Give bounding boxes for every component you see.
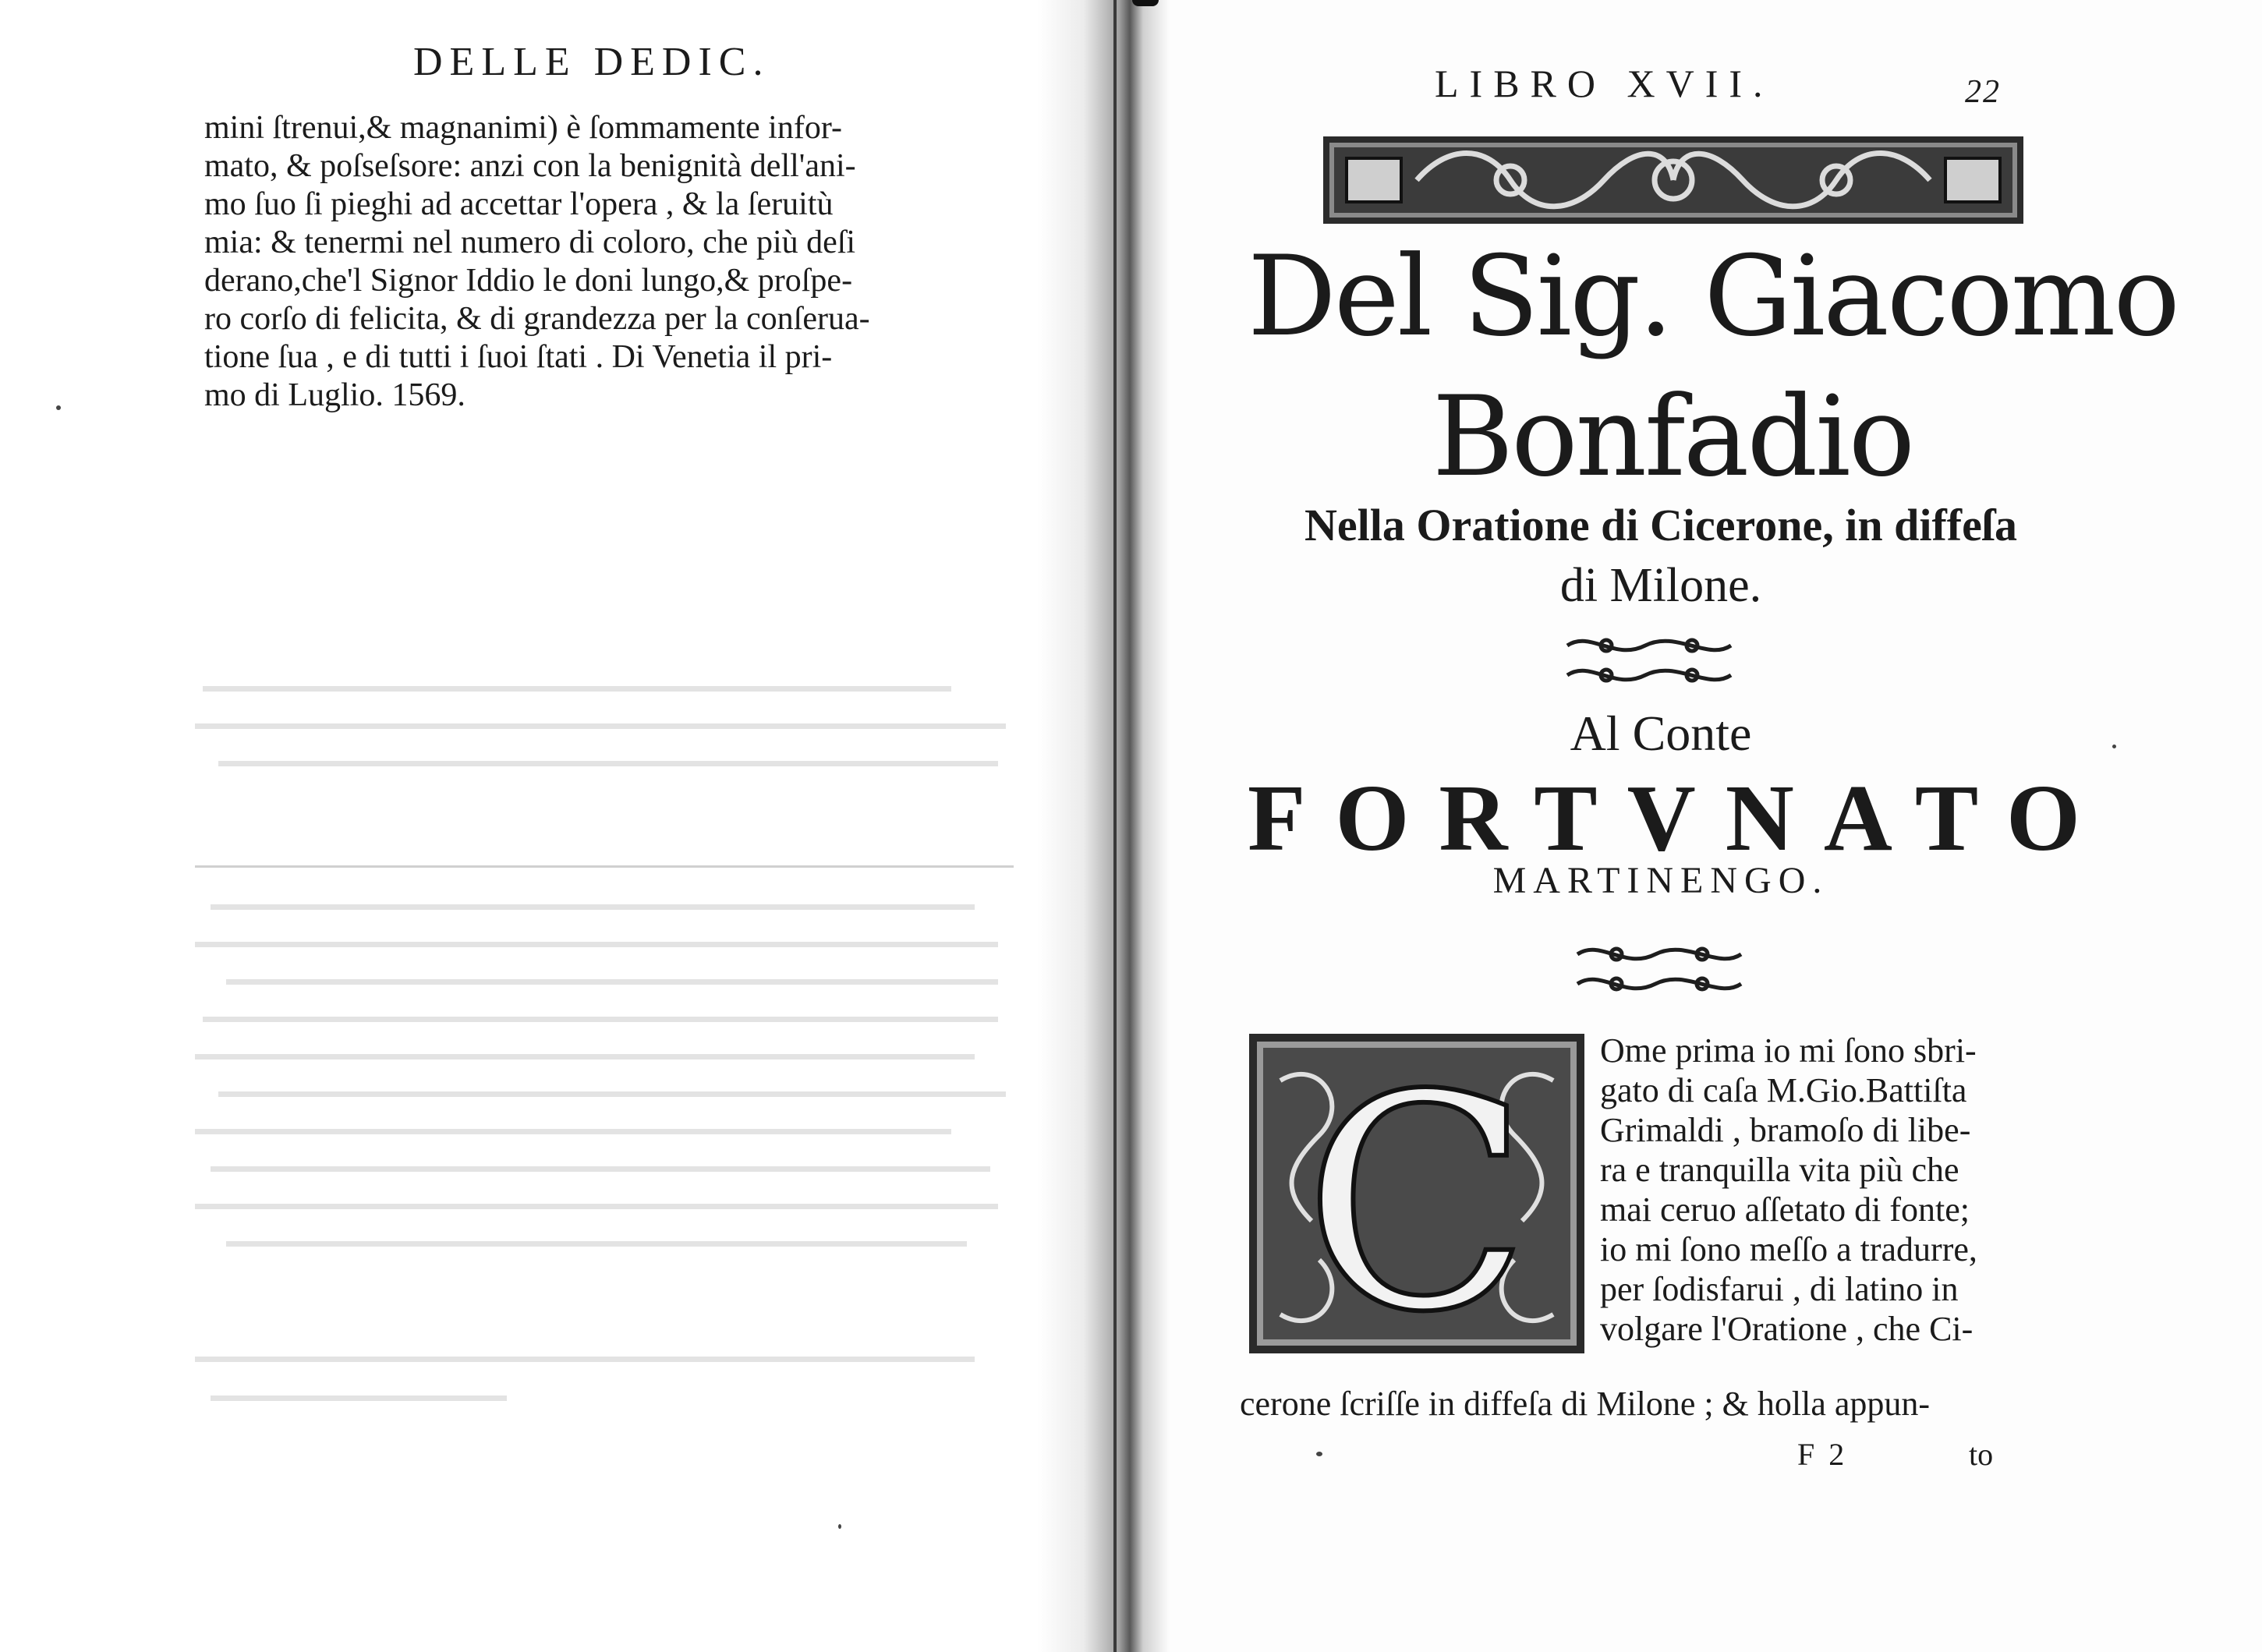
- dedication-line-2: FORTVNATO: [1248, 766, 2110, 871]
- paper-speck: [1316, 1452, 1322, 1456]
- text-line: mo di Luglio. 1569.: [204, 377, 465, 413]
- fleuron-ornament: [1570, 939, 1749, 999]
- title-line-2: Bonfadio: [1432, 373, 1913, 501]
- book-gutter-shadow: [1037, 0, 1170, 1652]
- text-line: tione ſua , e di tutti i ſuoi ſtati . Di Venetia il pri-: [204, 339, 833, 375]
- catchword: to: [1969, 1437, 1994, 1472]
- text-line: derano,che'l Signor Iddio le doni lungo,& proſpe-: [204, 263, 853, 299]
- subtitle-line-1: Nella Oratione di Cicerone, in diffeſa: [1304, 500, 2017, 550]
- page-number: 22: [1965, 74, 2001, 110]
- headpiece-ornament: [1323, 136, 2023, 224]
- book-spine-edge: [1113, 0, 1117, 1652]
- text-line: mini ſtrenui,& magnanimi) è ſommamente infor-: [204, 110, 842, 146]
- text-line: mato, & poſseſsore: anzi con la benignità dell'ani-: [204, 148, 856, 184]
- text-line: mia: & tenermi nel numero di coloro, che più deſi: [204, 225, 856, 260]
- text-line: Ome prima io mi ſono sbri-: [1600, 1031, 1977, 1070]
- left-running-head: DELLE DEDIC.: [413, 40, 770, 84]
- paper-speck: [56, 405, 61, 410]
- fleuron-ornament: [1559, 630, 1739, 691]
- text-line: io mi ſono meſſo a tradurre,: [1600, 1230, 1977, 1268]
- right-body-text: [1600, 1031, 2056, 1349]
- subtitle-line-2: di Milone.: [1559, 559, 1762, 612]
- text-line: cerone ſcriſſe in diffeſa di Milone ; & holla appun-: [1240, 1385, 1931, 1423]
- initial-letter-glyph: C: [1303, 1034, 1531, 1353]
- text-line: per ſodisfarui , di latino in: [1600, 1270, 1959, 1308]
- text-line: gato di caſa M.Gio.Battiſta: [1600, 1071, 1967, 1109]
- scan-corner-mark: [1132, 0, 1159, 6]
- text-line: mo ſuo ſi pieghi ad accettar l'opera , & la ſeruitù: [204, 186, 834, 222]
- decorated-initial-letter: [1249, 1034, 1584, 1353]
- dedication-line-1: Al Conte: [1570, 706, 1752, 761]
- text-line: volgare l'Oratione , che Ci-: [1600, 1310, 1973, 1348]
- signature-mark: F 2: [1797, 1437, 1848, 1472]
- text-line: Grimaldi , bramoſo di libe-: [1600, 1111, 1971, 1149]
- title-line-1: Del Sig. Giacomo: [1248, 232, 2178, 361]
- bleed-through-texture: [195, 670, 1037, 1434]
- dedication-line-3: MARTINENGO.: [1492, 860, 1829, 901]
- right-running-head: LIBRO XVII.: [1435, 62, 1774, 105]
- text-line: ro corſo di felicita, & di grandezza per la conſerua-: [204, 301, 870, 337]
- text-line: mai ceruo aſſetato di fonte;: [1600, 1190, 1970, 1229]
- text-line: ra e tranquilla vita più che: [1600, 1151, 1959, 1189]
- paper-speck: [838, 1524, 841, 1529]
- left-body-text: [204, 109, 1023, 415]
- paper-speck: [2112, 745, 2116, 748]
